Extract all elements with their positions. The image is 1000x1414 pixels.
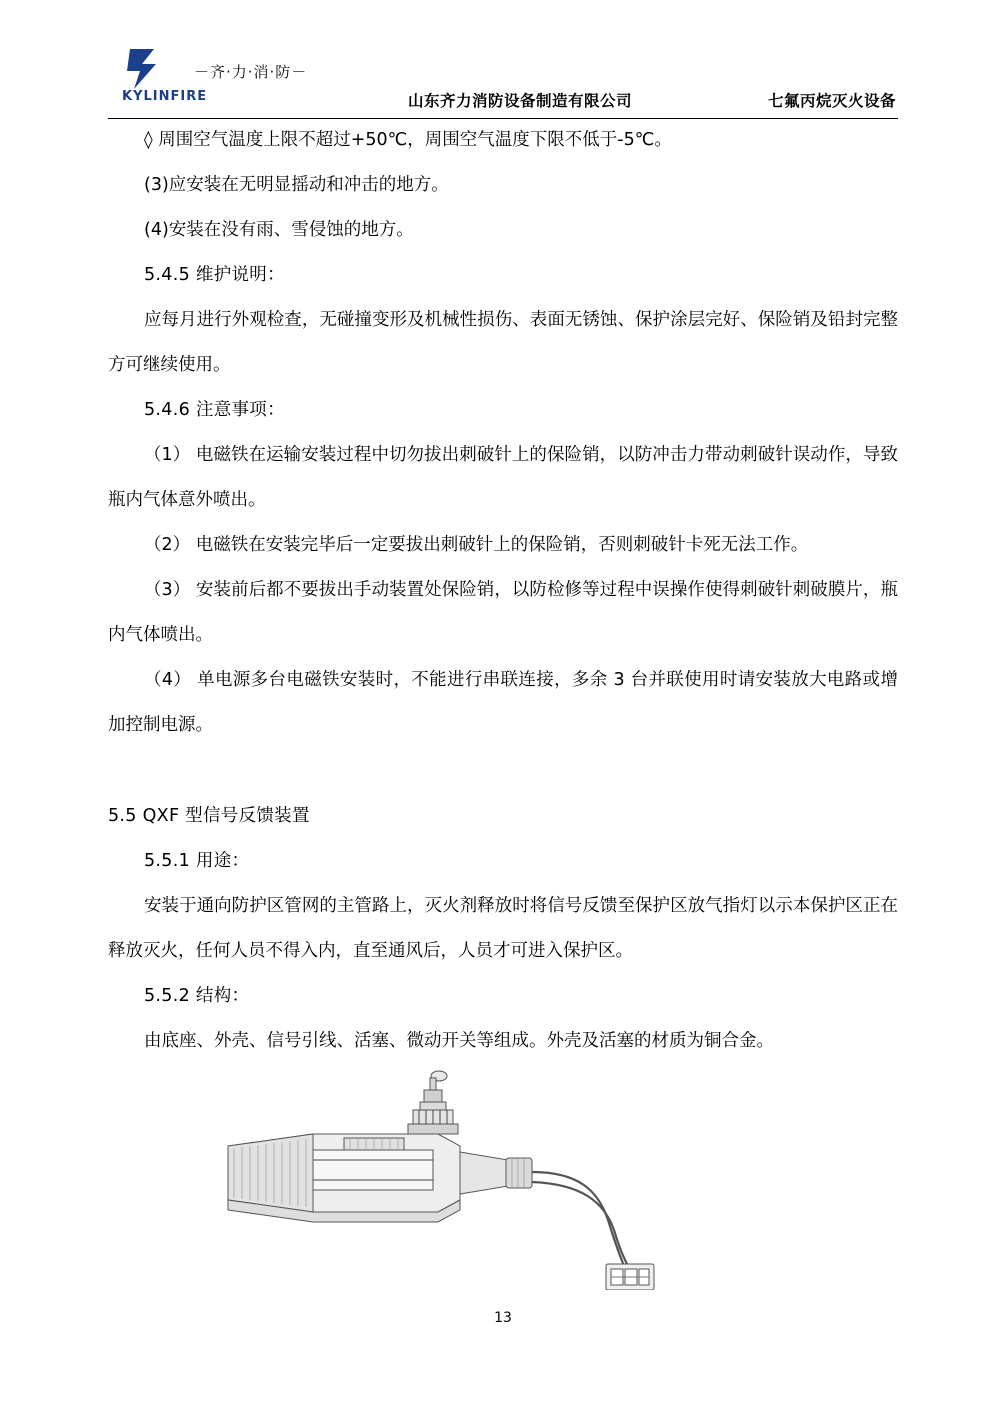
- page-number: 13: [494, 1310, 512, 1326]
- heading-5-5: 5.5 QXF 型信号反馈装置: [108, 806, 310, 826]
- paragraph-note-2: （2） 电磁铁在安装完毕后一定要拔出刺破针上的保险销，否则刺破针卡死无法工作。: [144, 535, 809, 555]
- heading-5-5-2: 5.5.2 结构：: [144, 986, 250, 1006]
- header-company-name: 山东齐力消防设备制造有限公司: [408, 92, 633, 110]
- heading-5-5-1: 5.5.1 用途：: [144, 851, 250, 871]
- paragraph-note-4: （4） 单电源多台电磁铁安装时，不能进行串联连接，多余 3 台并联使用时请安装放大电路或增加控制电源。: [108, 670, 898, 735]
- heading-5-4-6: 5.4.6 注意事项：: [144, 400, 285, 420]
- company-logo: [116, 45, 316, 107]
- logo-wordmark: KYLINFIRE: [122, 89, 208, 104]
- page-header: [108, 45, 898, 123]
- section-spacer: [108, 748, 898, 794]
- header-product-name: 七氟丙烷灭火设备: [767, 92, 896, 110]
- paragraph-5-5-1-body: 安装于通向防护区管网的主管路上，灭火剂释放时将信号反馈至保护区放气指灯以示本保护区正在释放灭火，任何人员不得入内，直至通风后，人员才可进入保护区。: [108, 896, 898, 961]
- paragraph-note-3: （3） 安装前后都不要拔出手动装置处保险销，以防检修等过程中误操作使得刺破针刺破膜片，瓶内气体喷出。: [108, 580, 898, 645]
- heading-5-4-5: 5.4.5 维护说明：: [144, 265, 285, 285]
- document-body: [108, 118, 898, 1064]
- paragraph-5-5-2-body: 由底座、外壳、信号引线、活塞、微动开关等组成。外壳及活塞的材质为铜合金。: [144, 1031, 774, 1051]
- signal-feedback-device-diagram: [108, 1060, 898, 1290]
- logo-slogan: －齐·力·消·防－: [194, 63, 308, 81]
- paragraph-item-3: (3)应安装在无明显摇动和冲击的地方。: [144, 175, 449, 195]
- paragraph-note-1: （1） 电磁铁在运输安装过程中切勿拔出刺破针上的保险销，以防冲击力带动刺破针误动作，导致瓶内气体意外喷出。: [108, 445, 898, 510]
- paragraph-temperature: ◊ 周围空气温度上限不超过+50℃，周围空气温度下限不低于-5℃。: [144, 130, 672, 150]
- kylinfire-logo-icon: [124, 47, 182, 91]
- signal-feedback-device-figure: [108, 1060, 898, 1290]
- paragraph-item-4: (4)安装在没有雨、雪侵蚀的地方。: [144, 220, 414, 240]
- page-content: [108, 0, 898, 1414]
- paragraph-5-4-5-body: 应每月进行外观检查，无碰撞变形及机械性损伤、表面无锈蚀、保护涂层完好、保险销及铅封完整方可继续使用。: [108, 310, 898, 375]
